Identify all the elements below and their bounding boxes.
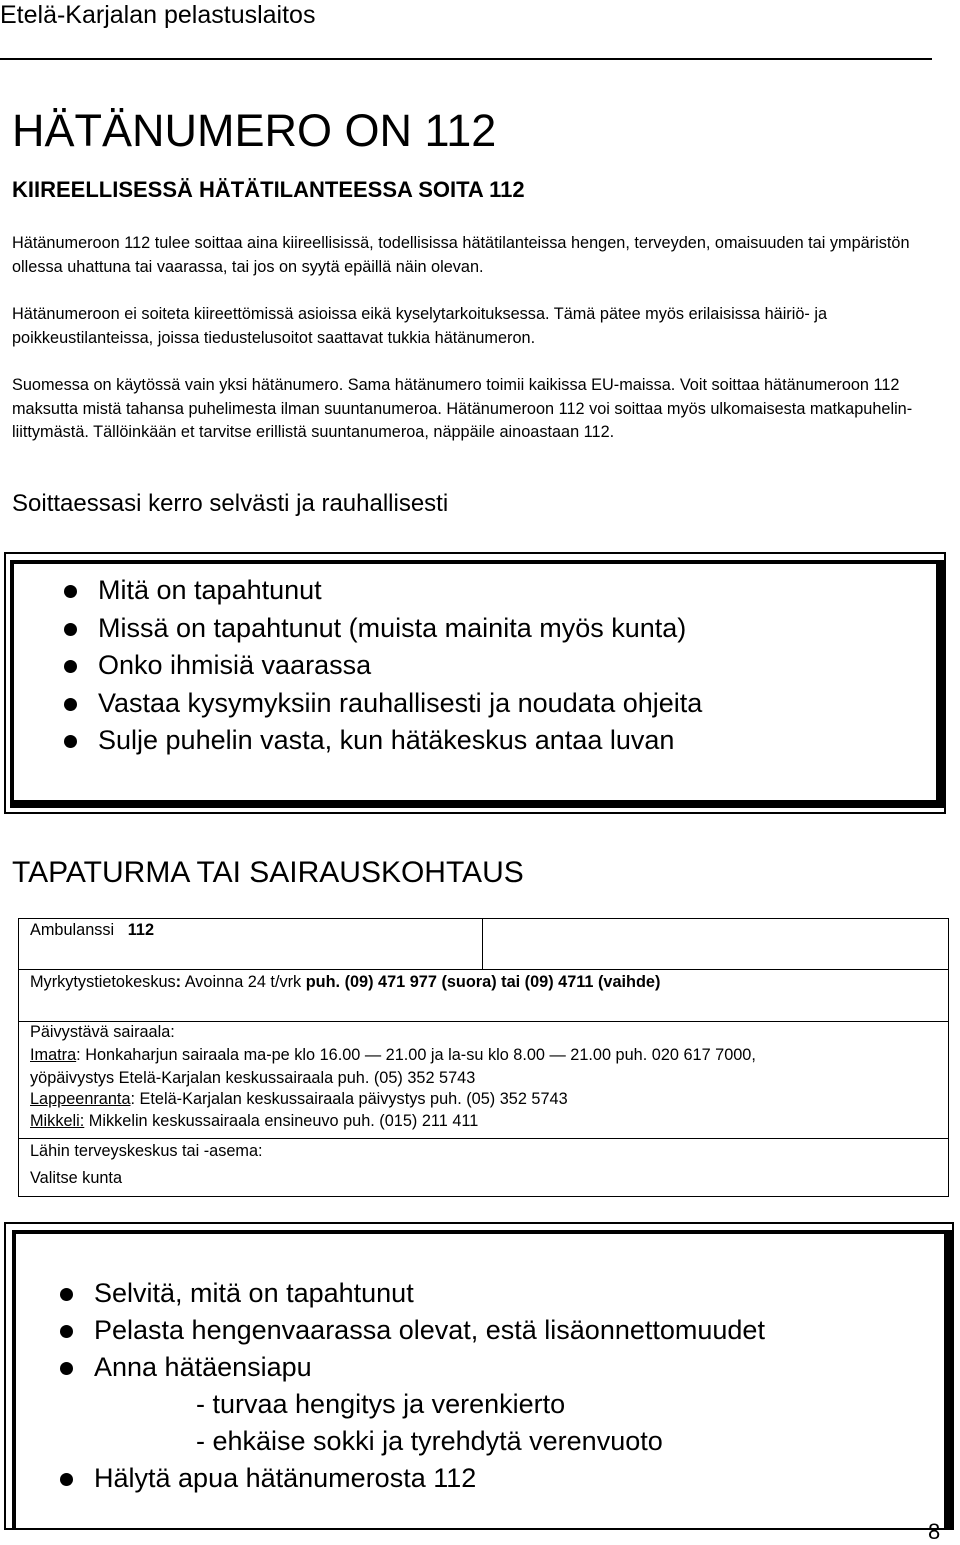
municipality-select[interactable]: Valitse kunta <box>30 1169 123 1187</box>
ambulance-cell <box>30 919 154 942</box>
list-item: Sulje puhelin vasta, kun hätäkeskus antaa luvan <box>64 722 702 760</box>
duty-hospital-imatra-night: yöpäivystys Etelä-Karjalan keskussairaala puh. (05) 352 5743 <box>30 1069 476 1087</box>
list-item: Mitä on tapahtunut <box>64 572 702 610</box>
bullet-icon <box>64 698 77 711</box>
list-item: Anna hätäensiapu <box>60 1349 765 1386</box>
bullet-icon <box>64 735 77 748</box>
list-item: Pelasta hengenvaarassa olevat, estä lisäonnettomuudet <box>60 1312 765 1349</box>
bullet-icon <box>60 1362 73 1375</box>
paragraph-one-number: Suomessa on käytössä vain yksi hätänumero. Sama hätänumero toimii kaikissa EU-maissa. Voit soittaa hätänumeroon 112 maksutta mistä tahansa puhelimesta ilman suuntanumeroa. Hätänumeroon 112 voi soittaa myös ulkomaisesta matkapuhelin-liittymästä. Tällöinkään et tarvitse erillistä suuntanumeroa, näppäile ainoastaan 112. <box>12 376 913 441</box>
health-center-label: Lähin terveyskeskus tai -asema: <box>30 1142 263 1160</box>
city-lappeenranta: Lappeenranta <box>30 1090 131 1108</box>
city-imatra: Imatra <box>30 1046 77 1064</box>
poison-center-hours: Avoinna 24 t/vrk <box>181 973 306 991</box>
bullet-icon <box>64 623 77 636</box>
ambulance-row <box>18 918 949 970</box>
list-item: Missä on tapahtunut (muista mainita myös kunta) <box>64 610 702 648</box>
duty-hospital-imatra: Imatra: Honkaharjun sairaala ma-pe klo 16.00 — 21.00 ja la-su klo 8.00 — 21.00 puh. 020 617 7000, <box>30 1046 756 1064</box>
ambulance-label: Ambulanssi <box>30 921 115 939</box>
ambulance-row-divider <box>482 918 483 970</box>
poison-center-cell: Myrkytystietokeskus: Avoinna 24 t/vrk puh. (09) 471 977 (suora) tai (09) 4711 (vaihde) <box>30 973 661 991</box>
duty-hospital-mikkeli: Mikkeli: Mikkelin keskussairaala ensineuvo puh. (015) 211 411 <box>30 1112 479 1130</box>
first-aid-subitem: - ehkäise sokki ja tyrehdytä verenvuoto <box>196 1426 663 1456</box>
ambulance-number: 112 <box>127 921 155 939</box>
list-item: Hälytä apua hätänumerosta 112 <box>60 1460 476 1497</box>
bullet-icon <box>64 585 77 598</box>
poison-center-label: Myrkytystietokeskus <box>30 973 176 991</box>
bullet-icon <box>64 660 77 673</box>
paragraph-when-not-to-call: Hätänumeroon ei soiteta kiireettömissä asioissa eikä kyselytarkoituksessa. Tämä pätee myös erilaisissa häiriö- ja poikkeustilanteissa, joissa tiedustelusoitot saattavat tukkia hätänumeron. <box>12 305 828 347</box>
organization-name: Etelä-Karjalan pelastuslaitos <box>0 1 316 29</box>
page-number: 8 <box>928 1519 941 1544</box>
first-aid-subitem: - turvaa hengitys ja verenkierto <box>196 1389 566 1419</box>
section-title-accident: TAPATURMA TAI SAIRAUSKOHTAUS <box>12 856 524 889</box>
header-divider <box>0 58 932 60</box>
duty-hospital-lappeenranta: Lappeenranta: Etelä-Karjalan keskussairaala päivystys puh. (05) 352 5743 <box>30 1090 568 1108</box>
poison-center-phone: puh. (09) 471 977 (suora) tai (09) 4711 (vaihde) <box>305 973 661 991</box>
bullet-icon <box>60 1325 73 1338</box>
table-divider <box>18 1138 949 1139</box>
page-subtitle: KIIREELLISESSÄ HÄTÄTILANTEESSA SOITA 112 <box>12 177 525 202</box>
list-item: Vastaa kysymyksiin rauhallisesti ja noudata ohjeita <box>64 685 702 723</box>
list-item: Onko ihmisiä vaarassa <box>64 647 702 685</box>
bullet-icon <box>60 1473 73 1486</box>
city-mikkeli: Mikkeli: <box>30 1112 85 1130</box>
call-instructions-list <box>64 572 702 760</box>
bullet-icon <box>60 1288 73 1301</box>
page-title: HÄTÄNUMERO ON 112 <box>12 105 497 156</box>
first-aid-list <box>60 1275 765 1386</box>
paragraph-when-to-call: Hätänumeroon 112 tulee soittaa aina kiireellisissä, todellisissa hätätilanteissa hengen, terveyden, omaisuuden tai ympäristön ollessa uhattuna tai vaarassa, tai jos on syytä epäillä näin olevan. <box>12 234 910 276</box>
call-instructions-lead: Soittaessasi kerro selvästi ja rauhallisesti <box>12 490 449 517</box>
first-aid-list-last <box>60 1460 476 1497</box>
duty-hospital-title: Päivystävä sairaala: <box>30 1023 175 1041</box>
list-item: Selvitä, mitä on tapahtunut <box>60 1275 765 1312</box>
